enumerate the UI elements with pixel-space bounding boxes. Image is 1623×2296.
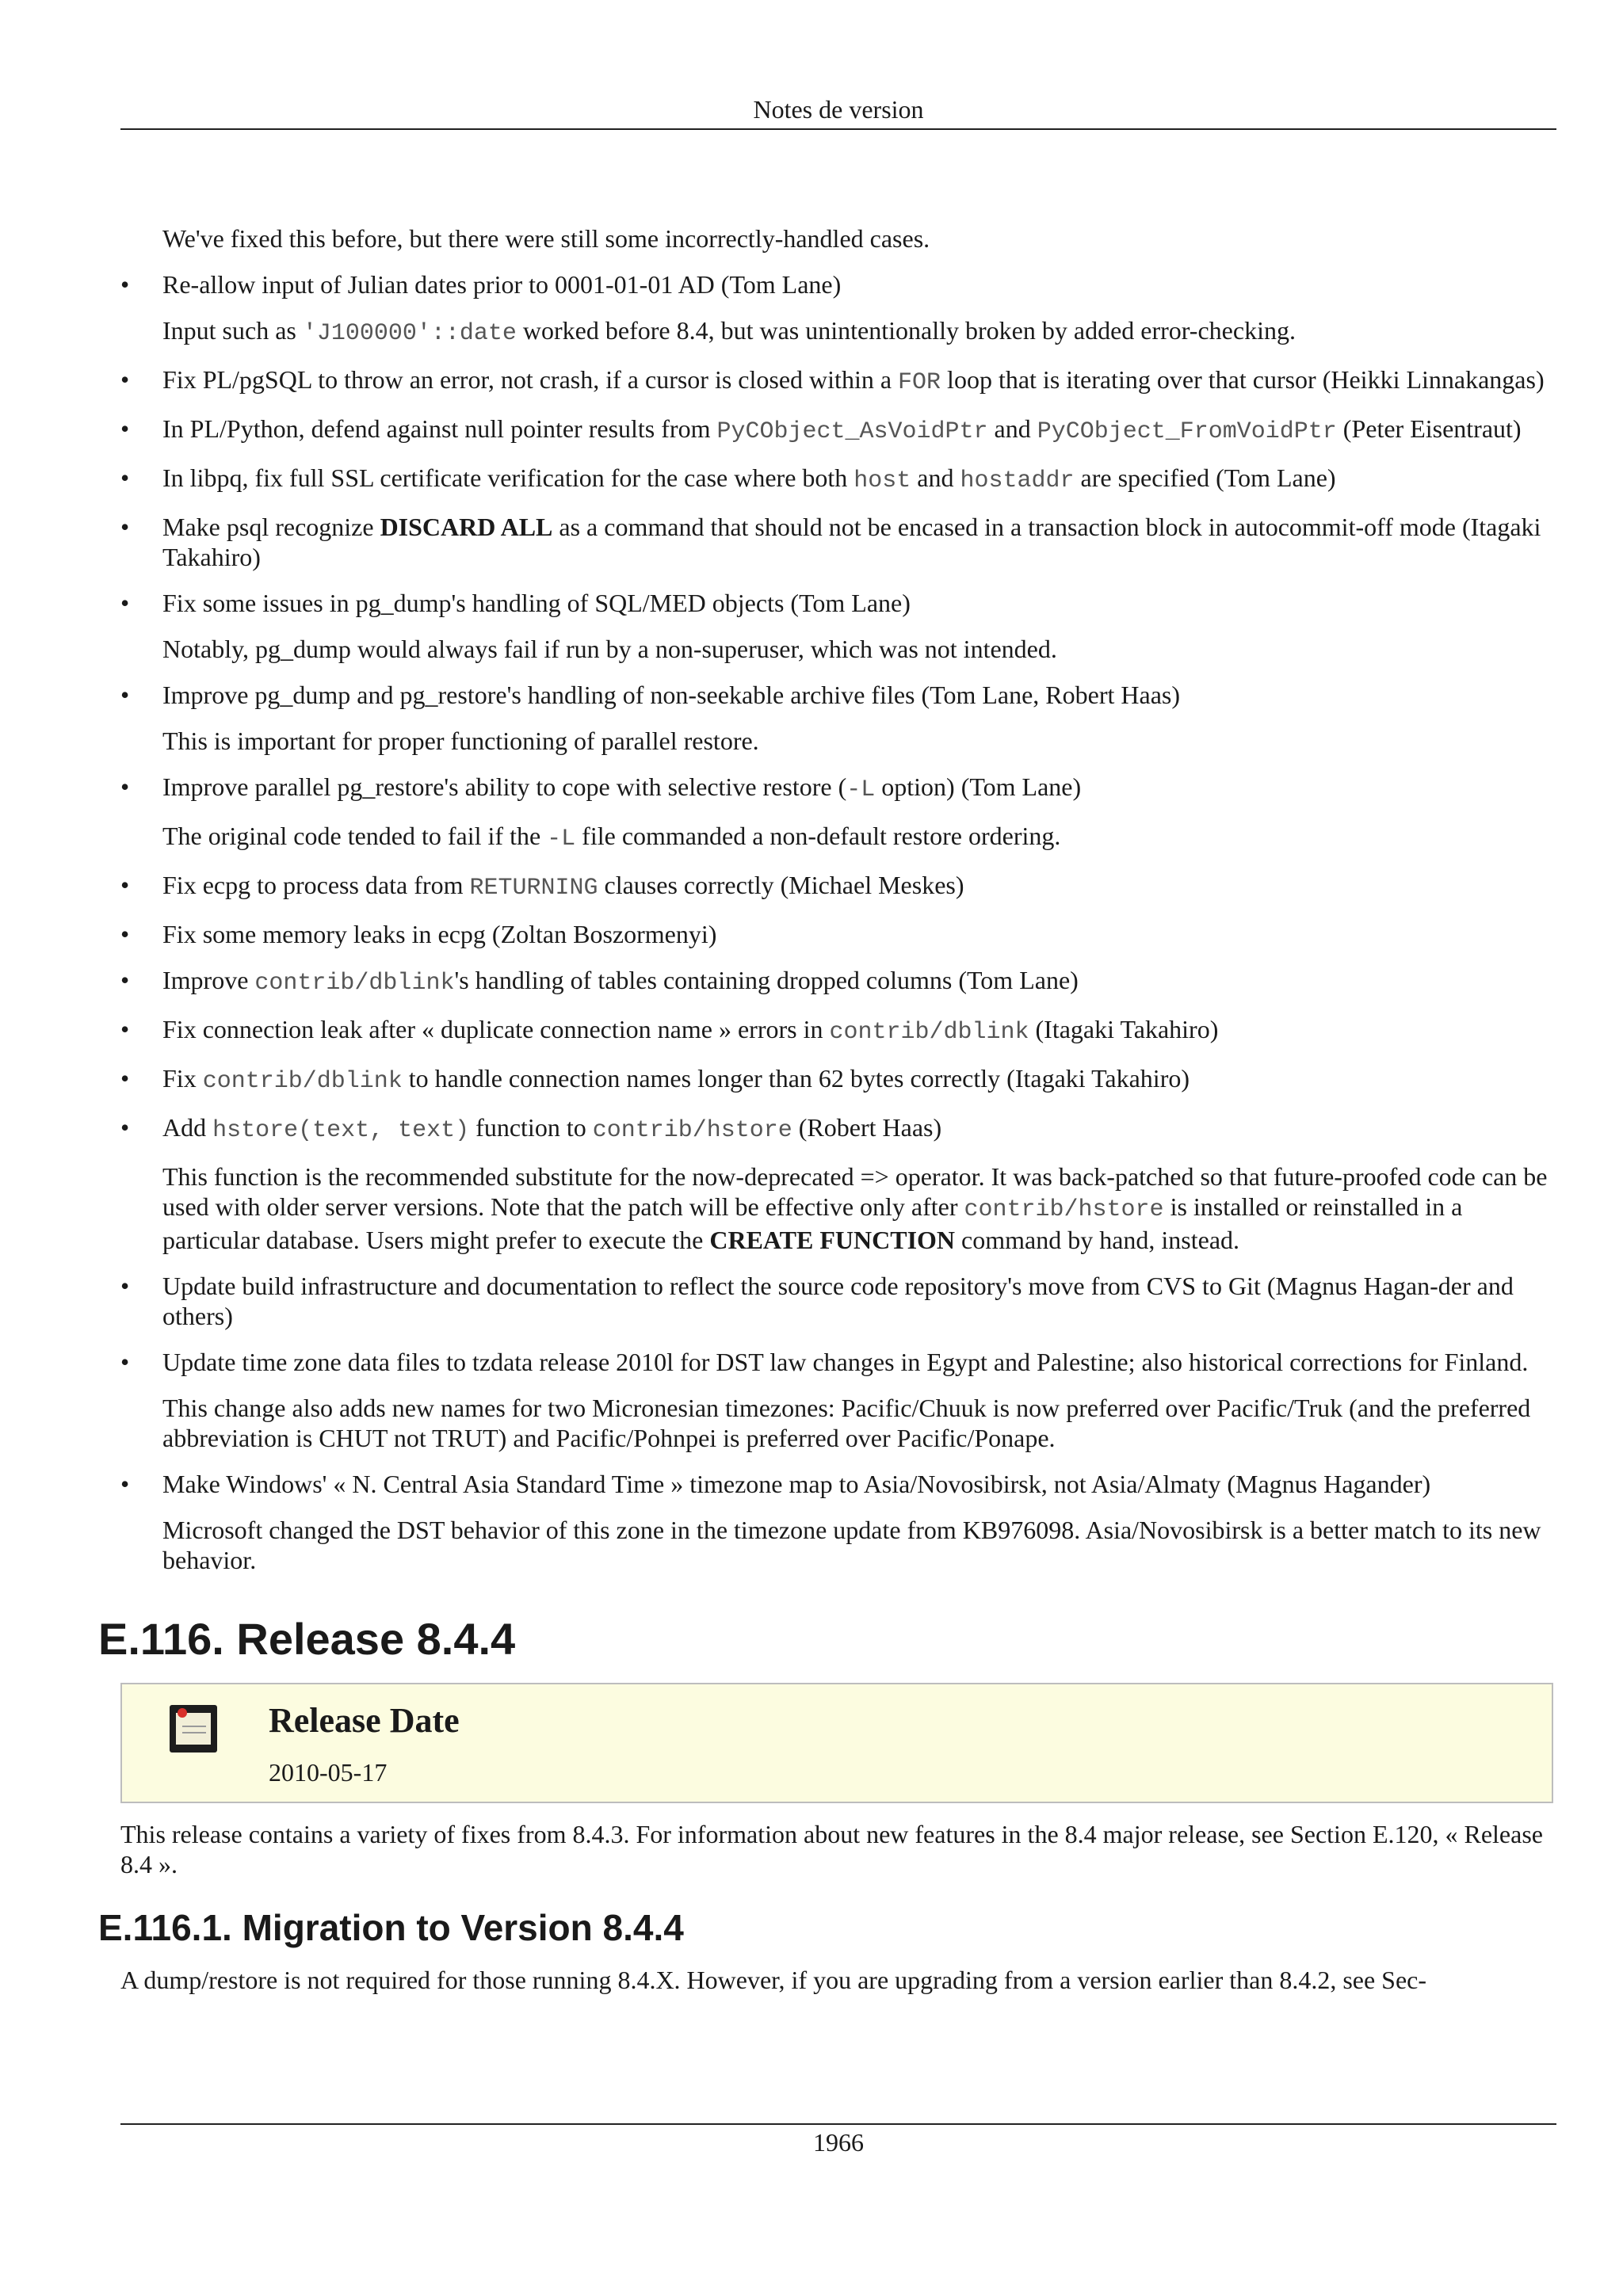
release-date-note	[120, 1683, 1553, 1803]
text-run: worked before 8.4, but was unintentionally broken by added error-checking.	[516, 316, 1296, 345]
bullet-icon: •	[120, 966, 130, 994]
code-literal: hostaddr	[960, 467, 1075, 494]
text-run: Re-allow input of Julian dates prior to 0001-01-01 AD (Tom Lane)	[162, 270, 842, 299]
page-content	[98, 223, 1556, 1995]
list-item	[120, 680, 1556, 756]
text-run: command by hand, instead.	[955, 1226, 1240, 1254]
text-run: Fix ecpg to process data from	[162, 871, 470, 899]
text-run: to handle connection names longer than 62 bytes correctly (Itagaki Takahiro)	[402, 1064, 1190, 1093]
item-text	[162, 1063, 1556, 1097]
list-item	[120, 1347, 1556, 1453]
text-run: Improve	[162, 966, 255, 994]
bullet-icon: •	[120, 1470, 130, 1498]
bullet-icon: •	[120, 1064, 130, 1093]
code-literal: -L	[547, 826, 576, 852]
text-run: function to	[469, 1113, 593, 1142]
item-text	[162, 965, 1556, 998]
text-run: Notably, pg_dump would always fail if run by a non-superuser, which was not intended.	[162, 635, 1057, 663]
code-literal: hstore(text, text)	[212, 1117, 470, 1144]
emphasized-command: CREATE FUNCTION	[709, 1226, 956, 1254]
bullet-icon: •	[120, 681, 130, 709]
list-item	[120, 588, 1556, 664]
bullet-icon: •	[120, 270, 130, 299]
bullet-icon: •	[120, 414, 130, 443]
text-run: This is important for proper functioning of parallel restore.	[162, 727, 759, 755]
text-run: This change also adds new names for two Micronesian timezones: Pacific/Chuuk is now preferred over Pacific/Truk (and the preferred abbreviation is CHUT not TRUT) and Pacific/Pohnpei is preferred over Pacific/Ponape.	[162, 1394, 1531, 1452]
bullet-icon: •	[120, 920, 130, 948]
bullet-icon: •	[120, 1348, 130, 1376]
emphasized-command: DISCARD ALL	[380, 513, 553, 541]
text-run: Input such as	[162, 316, 303, 345]
text-run: Fix some issues in pg_dump's handling of SQL/MED objects (Tom Lane)	[162, 589, 911, 617]
item-text	[162, 512, 1556, 572]
list-item	[120, 269, 1556, 349]
migration-paragraph: A dump/restore is not required for those running 8.4.X. However, if you are upgrading from a version earlier than 8.4.2, see Sec-	[120, 1966, 1427, 1994]
list-item	[120, 870, 1556, 903]
text-run: (Robert Haas)	[792, 1113, 942, 1142]
item-note	[162, 1515, 1556, 1575]
text-run: Make Windows' « N. Central Asia Standard Time » timezone map to Asia/Novosibirsk, not Asia/Almaty (Magnus Hagander)	[162, 1470, 1431, 1498]
page-number: 1966	[813, 2128, 864, 2157]
release-heading: E.116. Release 8.4.4	[98, 1614, 516, 1664]
item-text	[162, 870, 1556, 903]
note-icon	[170, 1705, 217, 1753]
code-literal: 'J100000'::date	[302, 320, 517, 347]
bullet-icon: •	[120, 589, 130, 617]
text-run: loop that is iterating over that cursor (Heikki Linnakangas)	[941, 365, 1545, 394]
list-item	[120, 772, 1556, 854]
text-run: Fix	[162, 1064, 203, 1093]
text-run: Fix some memory leaks in ecpg (Zoltan Boszormenyi)	[162, 920, 717, 948]
migration-heading: E.116.1. Migration to Version 8.4.4	[98, 1907, 684, 1948]
text-run: as a command that should not be encased in a transaction block in autocommit-off mode (Itagaki Takahiro)	[162, 513, 1541, 571]
text-run: Update time zone data files to tzdata release 2010l for DST law changes in Egypt and Palestine; also historical corrections for Finland.	[162, 1348, 1529, 1376]
item-text	[162, 1112, 1556, 1146]
bullet-icon: •	[120, 1113, 130, 1142]
list-item	[120, 1014, 1556, 1047]
header-rule	[120, 128, 1556, 130]
code-literal: contrib/hstore	[592, 1117, 792, 1144]
intro-paragraph: We've fixed this before, but there were still some incorrectly-handled cases.	[162, 224, 930, 253]
item-note	[162, 1393, 1556, 1453]
code-literal: FOR	[898, 369, 941, 396]
list-item	[120, 965, 1556, 998]
bullet-icon: •	[120, 1272, 130, 1300]
bullet-icon: •	[120, 871, 130, 899]
running-header: Notes de version	[753, 95, 924, 124]
text-run: and	[911, 463, 960, 492]
item-note	[162, 726, 1556, 756]
item-text	[162, 588, 1556, 618]
item-text	[162, 364, 1556, 398]
list-item	[120, 414, 1556, 447]
text-run: and	[987, 414, 1037, 443]
text-run: In libpq, fix full SSL certificate verification for the case where both	[162, 463, 854, 492]
release-note-list	[120, 269, 1556, 1575]
code-literal: host	[854, 467, 911, 494]
code-literal: PyCObject_FromVoidPtr	[1037, 418, 1337, 445]
list-item	[120, 1271, 1556, 1331]
text-run: Fix connection leak after « duplicate connection name » errors in	[162, 1015, 830, 1043]
text-run: Fix PL/pgSQL to throw an error, not crash, if a cursor is closed within a	[162, 365, 899, 394]
bullet-icon: •	[120, 513, 130, 541]
item-note	[162, 634, 1556, 664]
text-run: The original code tended to fail if the	[162, 822, 548, 850]
bullet-icon: •	[120, 365, 130, 394]
item-text	[162, 680, 1556, 710]
item-text	[162, 414, 1556, 447]
item-text	[162, 1469, 1556, 1499]
text-run: file commanded a non-default restore ordering.	[575, 822, 1061, 850]
bullet-icon: •	[120, 1015, 130, 1043]
text-run: are specified (Tom Lane)	[1074, 463, 1336, 492]
text-run: (Peter Eisentraut)	[1336, 414, 1522, 443]
text-run: Update build infrastructure and documentation to reflect the source code repository's move from CVS to Git (Magnus Hagan-der and others)	[162, 1272, 1514, 1330]
text-run: In PL/Python, defend against null pointer results from	[162, 414, 717, 443]
item-note	[162, 821, 1556, 854]
item-text	[162, 919, 1556, 949]
item-text	[162, 269, 1556, 299]
text-run: Improve parallel pg_restore's ability to cope with selective restore (	[162, 772, 847, 801]
text-run: Add	[162, 1113, 213, 1142]
list-item	[120, 463, 1556, 496]
item-text	[162, 1271, 1556, 1331]
list-item	[120, 919, 1556, 949]
code-literal: contrib/dblink	[254, 970, 455, 997]
item-text	[162, 1014, 1556, 1047]
code-literal: contrib/dblink	[829, 1019, 1029, 1046]
item-note	[162, 315, 1556, 349]
release-date: 2010-05-17	[269, 1758, 388, 1787]
text-run: Make psql recognize	[162, 513, 380, 541]
note-title: Release Date	[269, 1701, 460, 1740]
code-literal: RETURNING	[469, 875, 598, 902]
bullet-icon: •	[120, 463, 130, 492]
code-literal: contrib/dblink	[202, 1068, 403, 1095]
list-item	[120, 364, 1556, 398]
text-run: clauses correctly (Michael Meskes)	[598, 871, 964, 899]
item-text	[162, 463, 1556, 496]
list-item	[120, 512, 1556, 572]
text-run: is installed or reinstalled in a particular database. Users might prefer to execute the	[162, 1192, 1463, 1254]
item-note	[162, 1161, 1556, 1255]
text-run: option) (Tom Lane)	[875, 772, 1082, 801]
list-item	[120, 1063, 1556, 1097]
release-summary: This release contains a variety of fixes from 8.4.3. For information about new features in the 8.4 major release, see Section E.120, « Release 8.4 ».	[120, 1820, 1543, 1878]
code-literal: PyCObject_AsVoidPtr	[716, 418, 988, 445]
list-item	[120, 1112, 1556, 1255]
text-run: Improve pg_dump and pg_restore's handling of non-seekable archive files (Tom Lane, Robert Haas)	[162, 681, 1181, 709]
text-run: This function is the recommended substitute for the now-deprecated => operator. It was back-patched so that future-proofed code can be used with older server versions. Note that the patch will be effective only after	[162, 1162, 1548, 1221]
bullet-icon: •	[120, 772, 130, 801]
list-item	[120, 1469, 1556, 1575]
code-literal: -L	[846, 776, 876, 803]
item-text	[162, 772, 1556, 805]
text-run: Microsoft changed the DST behavior of this zone in the timezone update from KB976098. Asia/Novosibirsk is a better match to its new behavior.	[162, 1516, 1541, 1574]
code-literal: contrib/hstore	[964, 1196, 1164, 1223]
text-run: 's handling of tables containing dropped columns (Tom Lane)	[454, 966, 1079, 994]
text-run: (Itagaki Takahiro)	[1029, 1015, 1219, 1043]
footer-rule	[120, 2123, 1556, 2125]
item-text	[162, 1347, 1556, 1377]
